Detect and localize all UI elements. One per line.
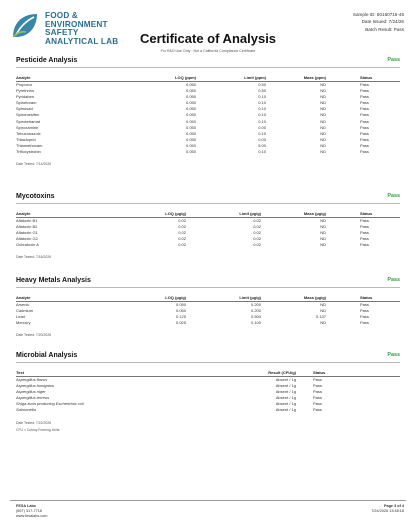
cell-mass: ND <box>320 100 326 106</box>
logo-line-1: FOOD & <box>45 11 79 20</box>
cell-limit: 0.00 <box>258 136 266 142</box>
table-row <box>16 302 400 309</box>
cell-loq: 0.02 <box>178 236 186 242</box>
cell-mass: ND <box>320 230 326 236</box>
cell-test: Aspergillus fumigatus <box>16 383 55 389</box>
cell-analyte: Arsenic <box>16 302 30 307</box>
col-loq: LOQ (µg/g) <box>116 209 186 218</box>
pesticide-section <box>16 57 400 166</box>
footer-phone: (657) 317-7716 <box>16 509 42 514</box>
table-row <box>16 407 400 413</box>
pesticide-table <box>16 73 400 155</box>
cell-mass: ND <box>320 136 326 142</box>
table-header-row <box>16 293 400 302</box>
microbial-table <box>16 368 400 414</box>
cell-status: Pass <box>313 383 322 389</box>
cell-mass: ND <box>320 242 326 248</box>
cell-limit: 0.02 <box>253 236 261 242</box>
section-header <box>16 352 400 364</box>
cell-loq: 0.025 <box>175 320 186 326</box>
cell-status: Pass <box>360 149 369 155</box>
cell-mass: ND <box>320 82 326 87</box>
col-mass: Mass (µg/g) <box>261 209 326 218</box>
cell-mass: ND <box>320 106 326 112</box>
col-status: Status <box>296 368 400 377</box>
cell-status: Pass <box>360 124 369 130</box>
cell-analyte: Aflatoxin G1 <box>16 230 38 236</box>
col-status: Status <box>326 293 400 302</box>
table-row <box>16 242 400 248</box>
cell-analyte: Spirotetramat <box>16 118 41 124</box>
cell-result: Absent / 1g <box>275 389 296 395</box>
cell-mass: ND <box>320 94 326 100</box>
cell-status: Pass <box>360 94 369 100</box>
cell-limit: 0.10 <box>258 130 266 136</box>
cell-status: Pass <box>360 100 369 106</box>
cell-mass: ND <box>320 149 326 155</box>
col-status: Status <box>326 73 400 82</box>
table-row <box>16 218 400 225</box>
section-header <box>16 57 400 69</box>
cell-result: Absent / 1g <box>275 407 296 413</box>
col-limit: Limit (µg/g) <box>186 293 261 302</box>
cell-test: Aspergillus niger <box>16 389 46 395</box>
section-status: Pass <box>387 352 400 358</box>
cell-analyte: Pyrethrins <box>16 88 35 94</box>
cell-mass: ND <box>320 320 326 326</box>
cell-status: Pass <box>360 136 369 142</box>
sample-meta <box>353 11 404 33</box>
section-divider <box>16 203 400 204</box>
cell-result: Absent / 1g <box>275 395 296 401</box>
cell-analyte: Spinetoram <box>16 100 37 106</box>
col-loq: LOQ (ppm) <box>116 73 196 82</box>
cell-loq: 0.050 <box>185 124 196 130</box>
col-limit: Limit (ppm) <box>196 73 266 82</box>
cell-status: Pass <box>313 401 322 407</box>
cell-analyte: Propoxur <box>16 82 33 87</box>
cell-limit: 0.00 <box>258 124 266 130</box>
cell-status: Pass <box>360 130 369 136</box>
table-body <box>16 218 400 249</box>
section-title: Heavy Metals Analysis <box>16 277 91 284</box>
cell-status: Pass <box>360 236 369 242</box>
cell-loq: 0.050 <box>175 308 186 314</box>
batch-result: Batch Result: Pass <box>365 26 404 32</box>
cell-status: Pass <box>313 377 322 382</box>
date-tested: Date Tested: 7/14/2026 <box>16 162 51 167</box>
logo-line-3: SAFETY <box>45 28 79 38</box>
cell-limit: 0.10 <box>258 112 266 118</box>
cell-limit: 0.50 <box>258 82 266 87</box>
cell-mass: ND <box>320 218 326 223</box>
cell-limit: 0.02 <box>253 230 261 236</box>
cell-analyte: Pyridaben <box>16 94 35 100</box>
section-status: Pass <box>387 277 400 283</box>
footer-lab-name: FESA Labs <box>16 504 36 508</box>
cell-analyte: Thiamethoxam <box>16 142 43 148</box>
cell-status: Pass <box>360 112 369 118</box>
cell-loq: 0.125 <box>175 314 186 320</box>
cell-mass: ND <box>320 236 326 242</box>
table-header-row <box>16 368 400 377</box>
col-status: Status <box>326 209 400 218</box>
cell-limit: 0.02 <box>253 224 261 230</box>
cell-mass: ND <box>320 130 326 136</box>
cell-test: Aspergillus terreus <box>16 395 50 401</box>
heavy-metals-table <box>16 293 400 326</box>
cell-loq: 0.050 <box>185 94 196 100</box>
cell-analyte: Tebuconazole <box>16 130 41 136</box>
cell-analyte: Cadmium <box>16 308 34 314</box>
table-row <box>16 149 400 155</box>
col-analyte: Analyte <box>16 209 116 218</box>
col-loq: LOQ (µg/g) <box>116 293 186 302</box>
cell-loq: 0.050 <box>185 106 196 112</box>
cell-limit: 0.500 <box>250 314 261 320</box>
date-tested: Date Tested: 7/22/2026 <box>16 420 51 425</box>
date-tested: Date Tested: 7/20/2026 <box>16 333 51 338</box>
cell-status: Pass <box>360 142 369 148</box>
cell-status: Pass <box>360 230 369 236</box>
col-mass: Mass (µg/g) <box>261 293 326 302</box>
cell-loq: 0.050 <box>185 118 196 124</box>
cell-loq: 0.02 <box>178 230 186 236</box>
col-analyte: Analyte <box>16 293 116 302</box>
cell-status: Pass <box>360 314 369 320</box>
cell-analyte: Aflatoxin G2 <box>16 236 38 242</box>
cell-analyte: Spinosad <box>16 106 33 112</box>
cell-mass: ND <box>320 88 326 94</box>
cell-loq: 0.050 <box>185 130 196 136</box>
cell-loq: 0.050 <box>185 88 196 94</box>
cell-limit: 0.10 <box>258 100 266 106</box>
cell-analyte: Lead <box>16 314 25 320</box>
cell-loq: 0.050 <box>185 100 196 106</box>
footer-contact <box>16 504 47 520</box>
date-issued: Date Issued: 7/24/26 <box>361 19 404 25</box>
cell-test: Shiga-toxin producing Escherichia coli <box>16 401 84 407</box>
cell-limit: 0.10 <box>258 94 266 100</box>
section-title: Microbial Analysis <box>16 352 78 359</box>
cell-loq: 0.050 <box>185 149 196 155</box>
cell-test: Salmonella <box>16 407 36 413</box>
cell-status: Pass <box>313 395 322 401</box>
mycotoxins-section <box>16 193 400 259</box>
table-header-row <box>16 73 400 82</box>
cell-status: Pass <box>360 242 369 248</box>
cell-status: Pass <box>360 106 369 112</box>
cell-loq: 0.02 <box>178 218 186 223</box>
cell-status: Pass <box>360 308 369 314</box>
section-title: Mycotoxins <box>16 193 55 200</box>
cell-mass: ND <box>320 308 326 314</box>
date-tested: Date Tested: 7/16/2026 <box>16 255 51 260</box>
section-status: Pass <box>387 193 400 199</box>
cell-loq: 0.050 <box>185 82 196 87</box>
cell-limit: 5.00 <box>258 142 266 148</box>
table-row <box>16 320 400 326</box>
cell-mass: ND <box>320 112 326 118</box>
logo-line-2: ENVIRONMENT <box>45 19 108 29</box>
logo-line-4: ANALYTICAL LAB <box>45 36 119 46</box>
cell-test: Aspergillus flavus <box>16 377 48 382</box>
cell-status: Pass <box>360 224 369 230</box>
page-number: Page 3 of 4 <box>383 504 404 508</box>
cell-analyte: Aflatoxin B1 <box>16 218 38 223</box>
footer-website[interactable]: www.fesalabs.com <box>16 514 48 519</box>
cell-loq: 0.050 <box>185 136 196 142</box>
col-test: Test <box>16 368 221 377</box>
document-title: Certificate of Analysis <box>139 31 277 46</box>
cell-status: Pass <box>360 218 369 223</box>
cell-loq: 0.050 <box>185 142 196 148</box>
cell-status: Pass <box>313 407 322 413</box>
cell-mass: ND <box>320 224 326 230</box>
col-mass: Mass (ppm) <box>266 73 326 82</box>
cell-result: Absent / 1g <box>275 377 296 382</box>
cell-status: Pass <box>360 118 369 124</box>
cell-loq: 0.02 <box>178 224 186 230</box>
cfu-note: CFU = Colony Forming Units <box>16 427 60 432</box>
cell-mass: ND <box>320 142 326 148</box>
cell-limit: 0.02 <box>253 218 261 223</box>
cell-limit: 0.10 <box>258 149 266 155</box>
table-body <box>16 82 400 156</box>
section-status: Pass <box>387 57 400 63</box>
cell-analyte: Trifloxystrobin <box>16 149 41 155</box>
cell-analyte: Ochratoxin A <box>16 242 39 248</box>
microbial-section <box>16 352 400 432</box>
document-subtitle: For R&D Use Only · Not a California Compliance Certificate <box>160 49 256 53</box>
col-analyte: Analyte <box>16 73 116 82</box>
section-title: Pesticide Analysis <box>16 57 78 64</box>
cell-limit: 0.10 <box>258 106 266 112</box>
cell-analyte: Aflatoxin B2 <box>16 224 38 230</box>
cell-mass: ND <box>320 302 326 307</box>
cell-analyte: Mercury <box>16 320 31 326</box>
cell-limit: 0.10 <box>258 118 266 124</box>
table-body <box>16 377 400 414</box>
cell-analyte: Thiacloprid <box>16 136 36 142</box>
cell-result: Absent / 1g <box>275 401 296 407</box>
cell-loq: 0.050 <box>175 302 186 307</box>
col-result: Result (CFU/g) <box>221 368 296 377</box>
col-limit: Limit (µg/g) <box>186 209 261 218</box>
mycotoxins-table <box>16 209 400 248</box>
cell-status: Pass <box>360 82 369 87</box>
cell-status: Pass <box>360 88 369 94</box>
cell-limit: 0.200 <box>250 308 261 314</box>
cell-result: Absent / 1g <box>275 383 296 389</box>
section-divider <box>16 67 400 68</box>
sample-id: Sample ID: 80160715-46 <box>352 12 404 17</box>
cell-limit: 0.02 <box>253 242 261 248</box>
cell-limit: 0.100 <box>250 320 261 326</box>
cell-limit: 0.50 <box>258 88 266 94</box>
footer-divider <box>10 500 406 501</box>
section-header <box>16 193 400 205</box>
cell-loq: 0.02 <box>178 242 186 248</box>
cell-limit: 0.200 <box>250 302 261 307</box>
cell-status: Pass <box>313 389 322 395</box>
cell-status: Pass <box>360 302 369 307</box>
table-row <box>16 82 400 89</box>
section-divider <box>16 362 400 363</box>
cell-analyte: Spiroxamine <box>16 124 39 130</box>
section-header <box>16 277 400 289</box>
section-divider <box>16 287 400 288</box>
table-body <box>16 302 400 327</box>
cell-loq: 0.050 <box>185 112 196 118</box>
cell-mass: ND <box>320 124 326 130</box>
table-header-row <box>16 209 400 218</box>
print-timestamp: 7/24/2026 13:48:18 <box>371 509 404 514</box>
heavy-metals-section <box>16 277 400 337</box>
cell-status: Pass <box>360 320 369 326</box>
footer-page-info <box>371 504 404 514</box>
cell-analyte: Spiromesifen <box>16 112 40 118</box>
table-row <box>16 377 400 384</box>
cell-mass: ND <box>320 118 326 124</box>
cell-mass: 0.137 <box>315 314 326 320</box>
